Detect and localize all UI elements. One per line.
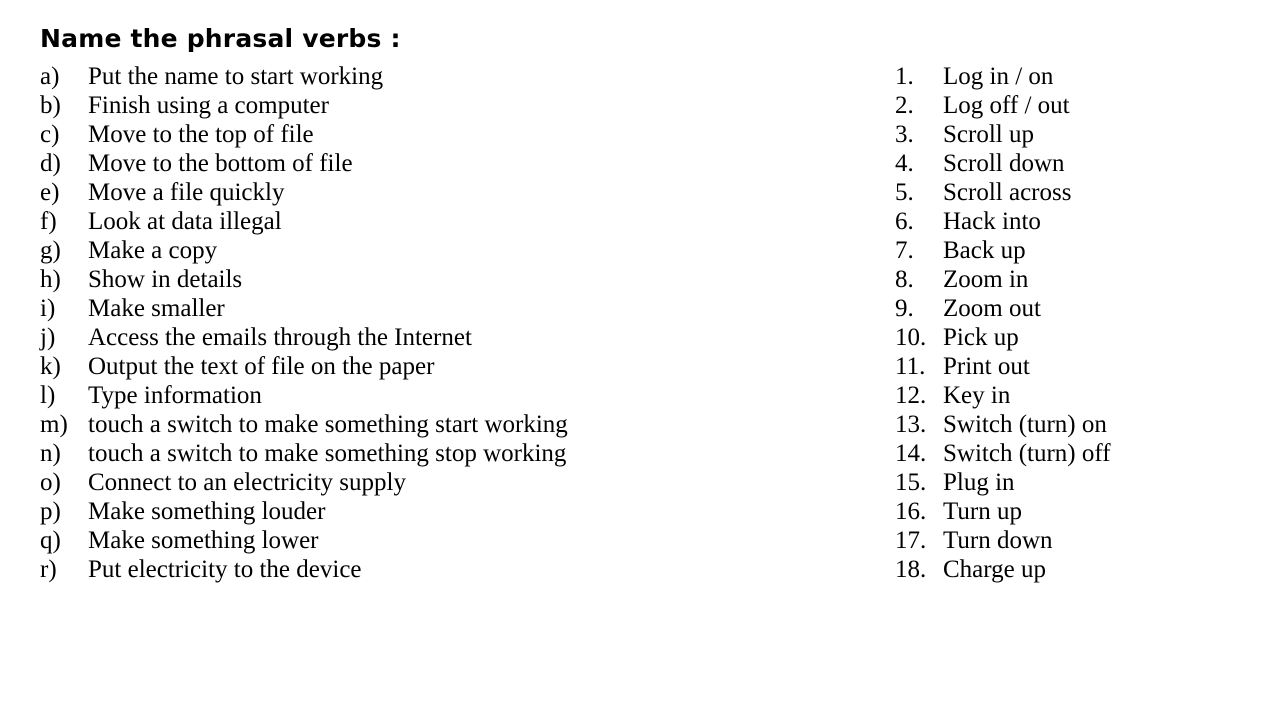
numbered-item-label: Scroll across <box>943 179 1072 206</box>
lettered-item-label: touch a switch to make something stop working <box>88 440 567 467</box>
numbered-item-marker: 5. <box>895 179 914 206</box>
numbered-item-marker: 14. <box>895 440 927 467</box>
lettered-item-marker: d) <box>40 150 61 177</box>
numbered-item-marker: 7. <box>895 237 914 264</box>
numbered-item <box>895 149 1255 178</box>
lettered-item-label: Make smaller <box>88 295 225 322</box>
numbered-item-label: Scroll down <box>943 150 1065 177</box>
numbered-item <box>895 410 1255 439</box>
numbered-item-label: Turn down <box>943 527 1053 554</box>
lettered-item-label: Move to the bottom of file <box>88 150 353 177</box>
lettered-item-marker: c) <box>40 121 60 148</box>
numbered-item-label: Zoom out <box>943 295 1041 322</box>
numbered-item-marker: 12. <box>895 382 927 409</box>
lettered-item-marker: e) <box>40 179 60 206</box>
lettered-item <box>40 236 860 265</box>
lettered-item-marker: h) <box>40 266 61 293</box>
lettered-item-label: Type information <box>88 382 262 409</box>
lettered-item-label: Make something lower <box>88 527 319 554</box>
numbered-item-label: Log in / on <box>943 63 1054 90</box>
numbered-item-marker: 8. <box>895 266 914 293</box>
numbered-item <box>895 526 1255 555</box>
numbered-item-marker: 10. <box>895 324 927 351</box>
lettered-item-marker: o) <box>40 469 61 496</box>
lettered-item <box>40 381 860 410</box>
numbered-item <box>895 207 1255 236</box>
numbered-item <box>895 120 1255 149</box>
numbered-item-label: Pick up <box>943 324 1019 351</box>
numbered-item-marker: 9. <box>895 295 914 322</box>
lettered-item <box>40 62 860 91</box>
numbered-item-label: Print out <box>943 353 1030 380</box>
lettered-item-marker: p) <box>40 498 61 525</box>
lettered-item-marker: a) <box>40 63 60 90</box>
numbered-item <box>895 178 1255 207</box>
numbered-item-label: Turn up <box>943 498 1022 525</box>
numbered-item-label: Switch (turn) on <box>943 411 1107 438</box>
numbered-item-marker: 17. <box>895 527 927 554</box>
lettered-item <box>40 497 860 526</box>
lettered-item-marker: k) <box>40 353 61 380</box>
lettered-item-marker: m) <box>40 411 68 438</box>
lettered-item-label: Show in details <box>88 266 243 293</box>
numbered-item-label: Charge up <box>943 556 1046 583</box>
lettered-item <box>40 265 860 294</box>
numbered-item <box>895 555 1255 584</box>
lettered-item <box>40 91 860 120</box>
numbered-item <box>895 352 1255 381</box>
numbered-item <box>895 91 1255 120</box>
lettered-item-label: touch a switch to make something start working <box>88 411 568 438</box>
lettered-item-marker: r) <box>40 556 57 583</box>
lettered-item-marker: g) <box>40 237 61 264</box>
numbered-item <box>895 323 1255 352</box>
numbered-item <box>895 62 1255 91</box>
lettered-item-marker: i) <box>40 295 56 322</box>
page-title: Name the phrasal verbs : <box>40 24 401 53</box>
lettered-item-label: Look at data illegal <box>88 208 282 235</box>
right-column <box>895 62 1255 584</box>
numbered-item <box>895 439 1255 468</box>
lettered-item-label: Move a file quickly <box>88 179 285 206</box>
lettered-item <box>40 294 860 323</box>
numbered-item-label: Switch (turn) off <box>943 440 1111 467</box>
numbered-item-label: Hack into <box>943 208 1041 235</box>
numbered-item <box>895 236 1255 265</box>
lettered-item <box>40 555 860 584</box>
numbered-item-marker: 13. <box>895 411 927 438</box>
lettered-item <box>40 439 860 468</box>
numbered-item-label: Back up <box>943 237 1026 264</box>
lettered-item <box>40 149 860 178</box>
lettered-item-marker: f) <box>40 208 57 235</box>
numbered-item-label: Key in <box>943 382 1011 409</box>
lettered-item-label: Make something louder <box>88 498 326 525</box>
lettered-item-marker: j) <box>40 324 56 351</box>
lettered-item <box>40 323 860 352</box>
numbered-item <box>895 468 1255 497</box>
lettered-item-label: Access the emails through the Internet <box>88 324 472 351</box>
numbered-item-marker: 2. <box>895 92 914 119</box>
numbered-item-label: Scroll up <box>943 121 1034 148</box>
lettered-item <box>40 526 860 555</box>
lettered-item <box>40 120 860 149</box>
lettered-item-marker: b) <box>40 92 61 119</box>
numbered-item <box>895 497 1255 526</box>
lettered-item <box>40 468 860 497</box>
left-column <box>40 62 860 584</box>
lettered-item-marker: q) <box>40 527 61 554</box>
numbered-item <box>895 265 1255 294</box>
numbered-item-marker: 15. <box>895 469 927 496</box>
lettered-item-label: Put electricity to the device <box>88 556 362 583</box>
numbered-item-label: Log off / out <box>943 92 1070 119</box>
lettered-item-label: Finish using a computer <box>88 92 329 119</box>
lettered-item <box>40 207 860 236</box>
lettered-item-label: Output the text of file on the paper <box>88 353 435 380</box>
numbered-item-marker: 11. <box>895 353 926 380</box>
lettered-definition-list <box>40 62 860 584</box>
numbered-item-marker: 18. <box>895 556 927 583</box>
numbered-item <box>895 294 1255 323</box>
lettered-item <box>40 410 860 439</box>
lettered-item-label: Make a copy <box>88 237 218 264</box>
numbered-phrasal-verb-list <box>895 62 1255 584</box>
numbered-item-marker: 3. <box>895 121 914 148</box>
numbered-item <box>895 381 1255 410</box>
lettered-item-label: Connect to an electricity supply <box>88 469 406 496</box>
lettered-item-label: Put the name to start working <box>88 63 384 90</box>
numbered-item-marker: 1. <box>895 63 914 90</box>
lettered-item <box>40 352 860 381</box>
lettered-item <box>40 178 860 207</box>
lettered-item-marker: n) <box>40 440 61 467</box>
numbered-item-marker: 6. <box>895 208 914 235</box>
lettered-item-label: Move to the top of file <box>88 121 314 148</box>
numbered-item-marker: 4. <box>895 150 914 177</box>
numbered-item-label: Plug in <box>943 469 1015 496</box>
numbered-item-label: Zoom in <box>943 266 1029 293</box>
lettered-item-marker: l) <box>40 382 56 409</box>
numbered-item-marker: 16. <box>895 498 927 525</box>
